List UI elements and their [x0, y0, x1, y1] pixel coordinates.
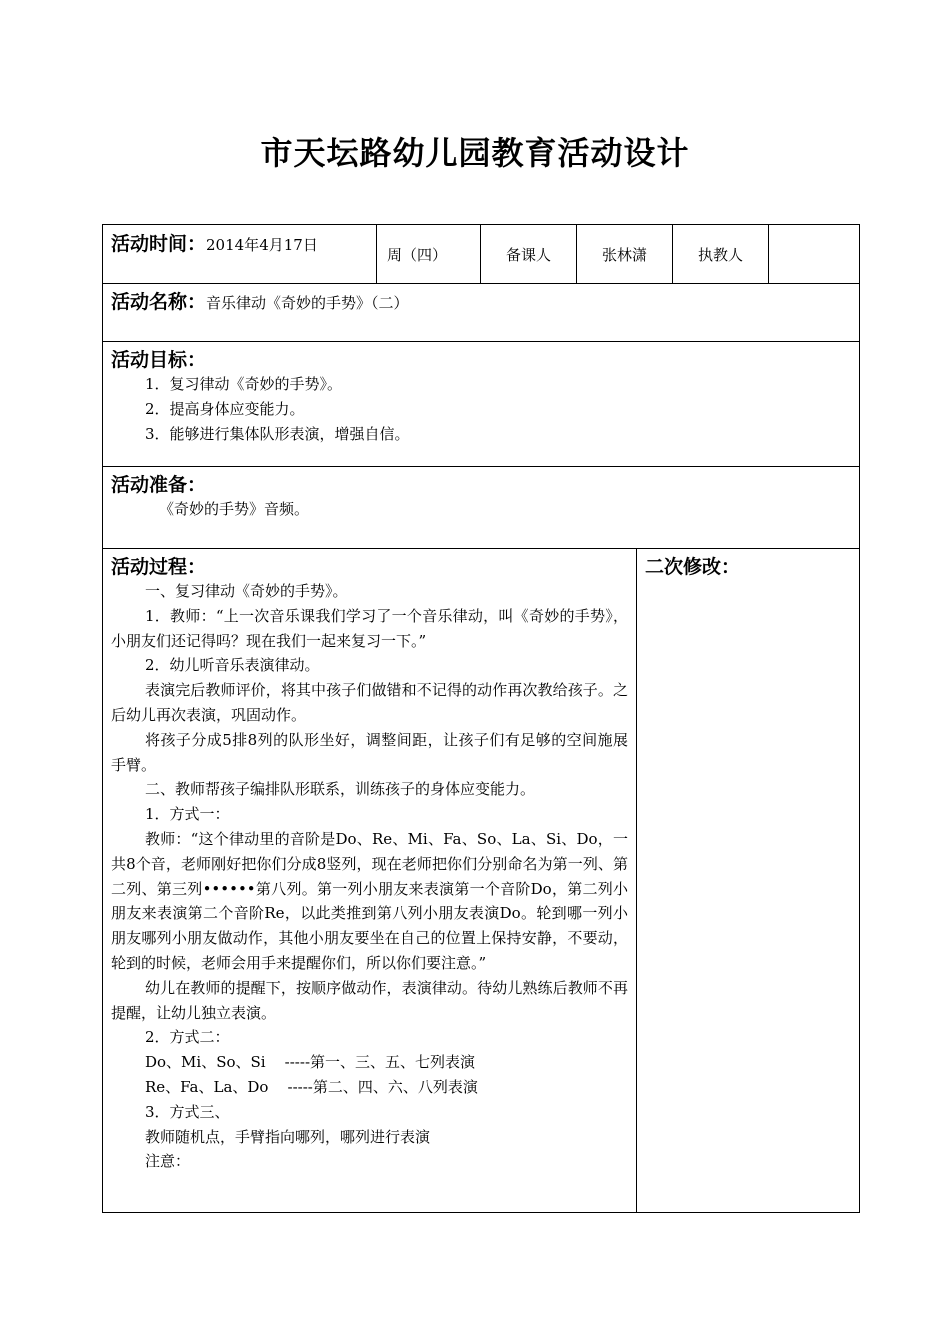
activity-name-row — [103, 284, 859, 342]
process-paragraph: 教师：“这个律动里的音阶是Do、Re、Mi、Fa、So、La、Si、Do，一共8个音，老师刚好把你们分成8竖列，现在老师把你们分别命名为第一列、第二列、第三列••••••第八列。第一列小朋友来表演第一个音阶Do，第二列小朋友来表演第二个音阶Re，以此类推到第八列小朋友表演Do。轮到哪一列小朋友哪列小朋友做动作，其他小朋友要坐在自己的位置上保持安静，不要动，轮到的时候，老师会用手来提醒你们，所以你们要注意。” — [111, 829, 628, 972]
process-row — [103, 549, 859, 1212]
activity-name-label: 活动名称： — [111, 291, 207, 313]
process-label: 活动过程： — [111, 556, 207, 578]
process-paragraph: 1．方式一： — [145, 805, 230, 824]
process-paragraph: 3．方式三、 — [145, 1102, 230, 1121]
time-value: 2014年4月17日 — [206, 236, 318, 254]
goals-label: 活动目标： — [111, 349, 207, 371]
process-paragraph: 2．幼儿听音乐表演律动。 — [145, 656, 320, 675]
teacher-label: 执教人 — [673, 225, 769, 283]
process-cell — [103, 549, 637, 1212]
preparation-item: 《奇妙的手势》音频。 — [159, 500, 310, 518]
preparation-label: 活动准备： — [111, 474, 207, 496]
time-label: 活动时间： — [111, 233, 207, 255]
process-paragraph: 幼儿在教师的提醒下，按顺序做动作，表演律动。待幼儿熟练后教师不再提醒，让幼儿独立表演。 — [111, 978, 628, 1022]
process-paragraph: Re、Fa、La、Do -----第二、四、六、八列表演 — [145, 1077, 478, 1096]
process-paragraph: 2．方式二： — [145, 1028, 230, 1047]
process-paragraph: 表演完后教师评价，将其中孩子们做错和不记得的动作再次教给孩子。之后幼儿再次表演，巩固动作。 — [111, 681, 628, 724]
page-title: 市天坛路幼儿园教育活动设计 — [260, 134, 690, 172]
teacher-name — [769, 225, 859, 283]
activity-name-value: 音乐律动《奇妙的手势》（二） — [206, 294, 409, 312]
header-row — [103, 225, 859, 284]
process-paragraph: 1．教师：“上一次音乐课我们学习了一个音乐律动，叫《奇妙的手势》，小朋友们还记得吗？现在我们一起来复习一下。” — [111, 606, 628, 650]
process-paragraph: 二、教师帮孩子编排队形联系，训练孩子的身体应变能力。 — [145, 780, 536, 799]
activity-form — [102, 224, 860, 1213]
process-paragraph: Do、Mi、So、Si -----第一、三、五、七列表演 — [145, 1053, 476, 1072]
process-paragraph: 教师随机点，手臂指向哪列，哪列进行表演 — [145, 1127, 431, 1146]
goals-row — [103, 342, 859, 467]
time-cell — [103, 225, 377, 283]
preparer-label: 备课人 — [481, 225, 577, 283]
process-paragraph: 一、复习律动《奇妙的手势》。 — [145, 582, 348, 600]
process-paragraph: 将孩子分成5排8列的队形坐好，调整间距，让孩子们有足够的空间施展手臂。 — [111, 730, 628, 774]
process-paragraph: 注意： — [145, 1152, 191, 1171]
goal-item: 3．能够进行集体队形表演，增强自信。 — [145, 425, 410, 443]
week-cell: 周（四） — [377, 225, 481, 283]
goal-item: 1．复习律动《奇妙的手势》。 — [145, 375, 343, 393]
preparation-row — [103, 467, 859, 549]
preparer-name: 张林潇 — [577, 225, 673, 283]
goal-item: 2．提高身体应变能力。 — [145, 400, 305, 418]
revision-cell — [637, 549, 859, 1212]
revision-label: 二次修改： — [645, 556, 741, 578]
